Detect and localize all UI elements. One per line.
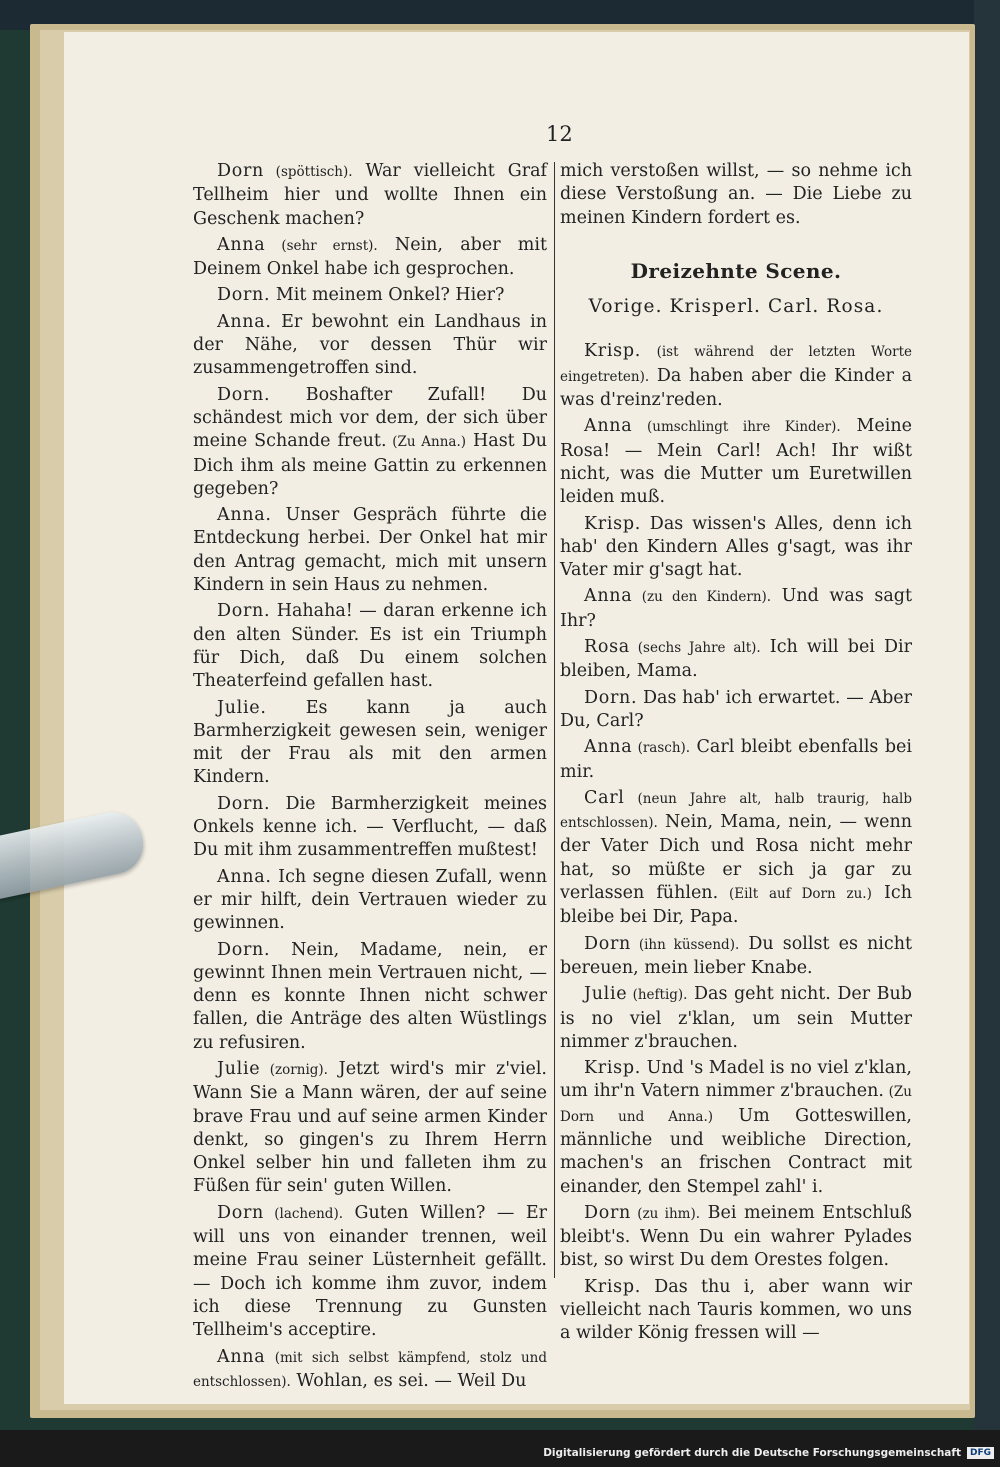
- speaker-name: Dorn.: [217, 285, 271, 306]
- speaker-name: Dorn.: [217, 939, 271, 960]
- paragraph: [193, 234, 547, 282]
- scene-heading: Dreizehnte Scene.: [630, 258, 842, 283]
- speaker-name: Dorn.: [217, 601, 271, 622]
- paragraph: [193, 384, 547, 501]
- dialogue-text: Meine Rosa! — Mein Carl! Ach! Ihr wißt nicht, was die Mutter um Euretwillen leiden muß.: [560, 416, 912, 508]
- stage-direction: (Zu Dorn und Anna.): [560, 1084, 913, 1125]
- stage-direction: (ist während der letzten Worte eingetreten).: [560, 344, 912, 385]
- dialogue-text: Ich bleibe bei Dir, Papa.: [560, 883, 912, 928]
- dialogue-text: Und was sagt Ihr?: [560, 586, 912, 631]
- paragraph: [560, 1202, 912, 1273]
- dialogue-text: Du sollst es nicht bereuen, mein lieber Knabe.: [560, 933, 912, 978]
- paragraph: [560, 787, 912, 930]
- paragraph: [193, 160, 547, 231]
- speaker-name: Krisp.: [584, 1276, 641, 1297]
- speaker-name: Dorn: [217, 1202, 265, 1223]
- dialogue-text: Hast Du Dich ihm als meine Gattin zu erkennen gegeben?: [193, 431, 547, 499]
- stage-direction: (zu den Kindern).: [632, 589, 772, 606]
- paragraph: [193, 697, 547, 790]
- paragraph: [193, 600, 547, 693]
- dialogue-text: Boshafter Zufall! Du schändest mich vor dem, der sich über meine Schande freut.: [193, 384, 547, 452]
- dialogue-text: Es kann ja auch Barmherzigkeit gewesen sein, weniger mit der Frau als mit den armen Kindern.: [193, 697, 547, 788]
- speaker-name: Julie.: [217, 697, 267, 718]
- speaker-name: Krisp.: [584, 341, 641, 362]
- stage-direction: (umschlingt ihre Kinder).: [632, 419, 841, 436]
- stage-direction: (Zu Anna.): [386, 434, 467, 451]
- speaker-name: Julie: [217, 1058, 261, 1079]
- scanner-backdrop-right: [974, 0, 1000, 1430]
- dialogue-text: Und 's Madel is no viel z'klan, um ihr'n Vatern nimmer z'brauchen.: [560, 1058, 912, 1102]
- paragraph: [193, 793, 547, 863]
- dialogue-text: Nein, Mama, nein, — wenn der Vater Dich und Rosa nicht mehr hat, so müßte er sich ja gar zu verlassen fühlen.: [560, 812, 912, 904]
- speaker-name: Carl: [584, 787, 625, 808]
- speaker-name: Dorn: [217, 161, 265, 181]
- paragraph: [560, 983, 912, 1054]
- paragraph: [193, 504, 547, 597]
- speaker-name: Anna.: [217, 866, 272, 887]
- dialogue-text: Die Barmherzigkeit meines Onkels kenne ich. — Verflucht, — daß Du mit ihm zusammentreffen mußtest!: [193, 793, 547, 861]
- paragraph: [560, 736, 912, 784]
- paragraph: [193, 284, 547, 307]
- speaker-name: Anna: [217, 234, 266, 255]
- speaker-name: Anna: [584, 737, 633, 758]
- paragraph: [560, 1276, 912, 1346]
- dialogue-text: Das hab' ich erwartet. — Aber Du, Carl?: [560, 687, 912, 731]
- footer-credit: [543, 1443, 994, 1463]
- dialogue-text: Da haben aber die Kinder a was d'reinz'reden.: [560, 365, 912, 411]
- stage-direction: (zu ihm).: [631, 1205, 701, 1222]
- speaker-name: Dorn.: [217, 384, 271, 405]
- dialogue-text: War vielleicht Graf Tellheim hier und wollte Ihnen ein Geschenk machen?: [193, 161, 547, 229]
- scene-cast: Vorige. Krisperl. Carl. Rosa.: [588, 296, 884, 318]
- dialogue-text: Carl bleibt ebenfalls bei mir.: [560, 737, 912, 782]
- dialogue-text: Unser Gespräch führte die Entdeckung herbei. Der Onkel hat mir den Antrag gemacht, mich mit unsern Kindern in sein Haus zu nehmen.: [193, 505, 547, 596]
- paragraph: [560, 160, 912, 230]
- stage-direction: (heftig).: [627, 987, 688, 1004]
- dialogue-text: Er bewohnt ein Landhaus in der Nähe, vor dessen Thür wir zusammengetroffen sind.: [193, 311, 547, 379]
- column-divider: [554, 162, 555, 1278]
- paragraph: [193, 939, 547, 1055]
- speaker-name: Anna: [584, 416, 633, 437]
- dialogue-text: Wohlan, es sei. — Weil Du: [290, 1370, 527, 1391]
- stage-direction: (lachend).: [264, 1205, 344, 1222]
- paragraph: [193, 1346, 547, 1395]
- paragraph: [560, 933, 912, 981]
- speaker-name: Dorn.: [584, 687, 638, 708]
- speaker-name: Anna.: [217, 311, 272, 332]
- stage-direction: (ihn küssend).: [631, 936, 740, 953]
- paragraph: [560, 636, 912, 684]
- paragraph: [193, 1058, 547, 1199]
- dialogue-text: Guten Willen? — Er will uns von einander trennen, weil meine Frau seiner Lüsternheit gefällt. — Doch ich komme ihm zuvor, indem ich diese Trennung zu Gunsten Tellheim's acceptire.: [193, 1202, 547, 1341]
- paragraph: [560, 513, 912, 583]
- speaker-name: Krisp.: [584, 1058, 641, 1079]
- paragraph: [560, 687, 912, 734]
- paragraph: [193, 866, 547, 936]
- speaker-name: Anna: [584, 586, 633, 607]
- dialogue-text: Nein, Madame, nein, er gewinnt Ihnen mein Vertrauen nicht, — denn es konnte Ihnen nicht schwer fallen, die Anträge des alten Wüstlings zu refusiren.: [193, 939, 547, 1053]
- dialogue-text: Das geht nicht. Der Bub is no viel z'klan, um sein Mutter nimmer z'brauchen.: [560, 984, 912, 1052]
- speaker-name: Julie: [584, 984, 628, 1005]
- paragraph: [560, 415, 912, 509]
- footer-text: Digitalisierung gefördert durch die Deutsche Forschungsgemeinschaft: [543, 1447, 961, 1459]
- dialogue-text: Das thu i, aber wann wir vielleicht nach Tauris kommen, wo uns a wilder König fressen will —: [560, 1276, 912, 1344]
- stage-direction: (zornig).: [260, 1061, 328, 1078]
- dialogue-text: Das wissen's Alles, denn ich hab' den Kindern Alles g'sagt, was ihr Vater mir g'sagt hat.: [560, 513, 912, 581]
- dialogue-text: Ich segne diesen Zufall, wenn er mir hilft, dein Vertrauen wieder zu gewinnen.: [193, 866, 547, 934]
- stage-direction: (neun Jahre alt, halb traurig, halb entschlossen).: [560, 790, 912, 832]
- dialogue-text: mich verstoßen willst, — so nehme ich diese Verstoßung an. — Die Liebe zu meinen Kindern fordert es.: [560, 161, 912, 228]
- dialogue-text: Bei meinem Entschluß bleibt's. Wenn Du ein wahrer Pylades bist, so wirst Du dem Orestes folgen.: [560, 1202, 912, 1271]
- speaker-name: Anna.: [217, 505, 272, 526]
- page-number: 12: [546, 122, 573, 146]
- paragraph: [560, 585, 912, 633]
- stage-direction: (rasch).: [632, 740, 691, 757]
- speaker-name: Dorn: [584, 933, 632, 954]
- speaker-name: Anna: [217, 1346, 266, 1367]
- paragraph: [560, 340, 912, 412]
- speaker-name: Dorn.: [217, 793, 271, 814]
- speaker-name: Rosa: [584, 637, 630, 658]
- dialogue-text: Jetzt wird's mir z'viel. Wann Sie a Mann wären, der auf seine brave Frau und auf seine armen Kinder denkt, so gingen's zu Ihrem Herrn Onkel selber hin und falleten ihm zu Füßen für sein' guten Willen.: [193, 1058, 547, 1197]
- stage-direction: (mit sich selbst kämpfend, stolz und entschlossen).: [193, 1349, 547, 1390]
- stage-direction: (spöttisch).: [264, 164, 353, 180]
- stage-direction: (Eilt auf Dorn zu.): [718, 886, 872, 903]
- speaker-name: Krisp.: [584, 513, 641, 534]
- paragraph: [560, 1057, 912, 1199]
- dialogue-text: Um Gotteswillen, männliche und weibliche Direction, machen's an frischen Contract mit einander, den Stempel zahl' i.: [560, 1105, 912, 1197]
- dialogue-text: Mit meinem Onkel? Hier?: [270, 285, 505, 306]
- right-column: [560, 160, 912, 1349]
- left-column: [193, 160, 547, 1397]
- dialogue-text: Hahaha! — daran erkenne ich den alten Sünder. Es ist ein Triumph für Dich, daß Du einem solchen Theaterfeind gefallen hast.: [193, 601, 547, 692]
- dialogue-text: Nein, aber mit Deinem Onkel habe ich gesprochen.: [193, 234, 547, 280]
- stage-direction: (sehr ernst).: [265, 237, 378, 254]
- stage-direction: (sechs Jahre alt).: [629, 640, 761, 657]
- dfg-logo: DFG: [967, 1447, 994, 1459]
- dialogue-text: Ich will bei Dir bleiben, Mama.: [560, 637, 912, 682]
- paragraph: [193, 311, 547, 381]
- speaker-name: Dorn: [584, 1202, 632, 1223]
- paragraph: [193, 1202, 547, 1343]
